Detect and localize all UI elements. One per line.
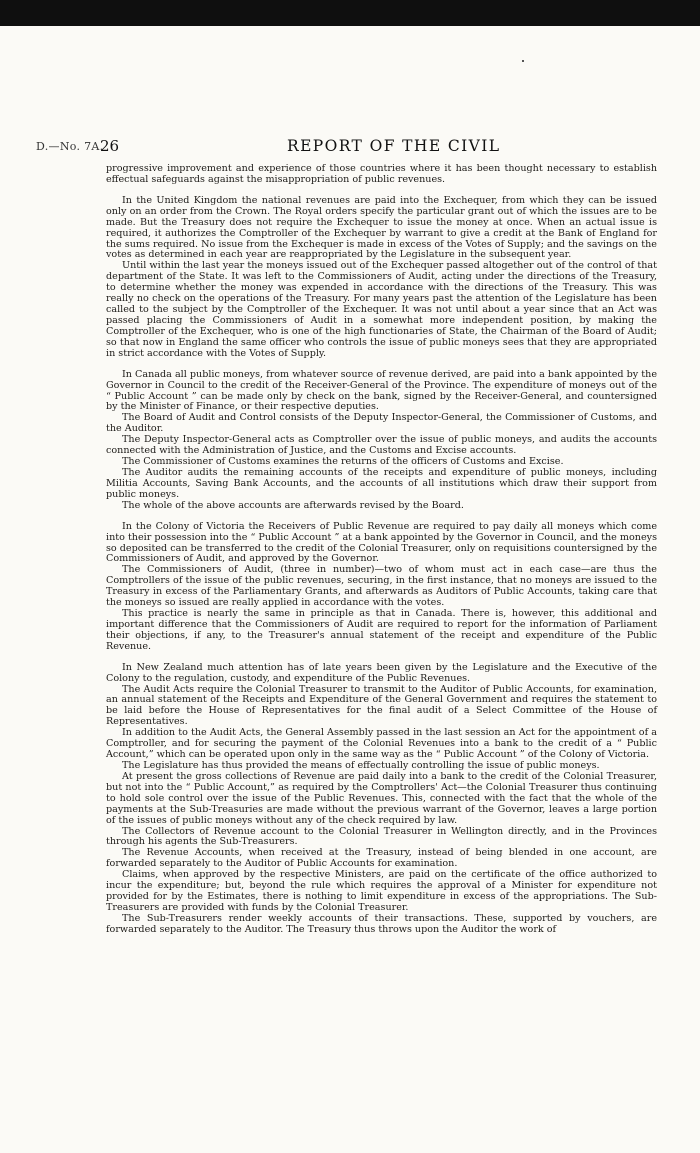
paragraph: In Canada all public moneys, from whatever source of revenue derived, are paid into a bank appointed by the Governor in Council to the credit of the Receiver-General of the Province. The expenditure of moneys out of the “ Public Account ” can be made only by check on the bank, signed by the Receiver-General, and countersigned by the Minister of Finance, or their respective deputies. xyxy=(106,368,657,413)
paragraph: Claims, when approved by the respective Ministers, are paid on the certificate of the office authorized to incur the expenditure; but, beyond the rule which requires the approval of a Minister for expenditure not provided for by the Estimates, there is nothing to limit expenditure in excess of the appropriations. The Sub-Treasurers are provided with funds by the Colonial Treasurer. xyxy=(106,869,657,913)
paragraph: The Commissioners of Audit, (three in number)—two of whom must act in each case—are thus the Comptrollers of the issue of the public revenues, securing, in the first instance, that no moneys are issued to the Treasury in excess of the Parliamentary Grants, and afterwards as Auditors of Public Accounts, taking care that the moneys so issued are really applied in accordance with the votes. xyxy=(106,564,657,609)
document-reference: D.—No. 7A. xyxy=(36,140,104,153)
paragraph: The Revenue Accounts, when received at the Treasury, instead of being blended in one account, are forwarded separately to the Auditor of Public Accounts for examination. xyxy=(106,847,657,870)
paragraph: progressive improvement and experience of those countries where it has been thought necessary to establish effectual safeguards against the misappropriation of public revenues. xyxy=(106,163,657,185)
paragraph: The whole of the above accounts are afterwards revised by the Board. xyxy=(122,499,464,511)
body-text xyxy=(106,164,657,936)
paragraph: In addition to the Audit Acts, the General Assembly passed in the last session an Act for the appointment of a Comptroller, and for securing the payment of the Colonial Revenues into a bank to the credit of a “ Public Account,” which can be operated upon only in the same way as the “ Public Account ” of the Colony of Victoria. xyxy=(106,727,657,761)
paragraph: The Board of Audit and Control consists of the Deputy Inspector-General, the Commissioner of Customs, and the Auditor. xyxy=(106,412,657,435)
paragraph: In the United Kingdom the national revenues are paid into the Exchequer, from which they can be issued only on an order from the Crown. The Royal orders specify the particular grant out of which the issues are to be made. But the Treasury does not require the Exchequer to issue the money at once. When an actual issue is required, it authorizes the Comptroller of the Exchequer by warrant to give a credit at the Bank of England for the sums required. No issue from the Exchequer is made in excess of the Votes of Supply; and the savings on the votes as determined in each year are reappropriated by the Legislature in the subsequent year. xyxy=(106,194,657,261)
paragraph: The Deputy Inspector-General acts as Comptroller over the issue of public moneys, and audits the accounts connected with the Administration of Justice, and the Customs and Excise accounts. xyxy=(106,434,657,457)
paragraph: In New Zealand much attention has of late years been given by the Legislature and the Executive of the Colony to the regulation, custody, and expenditure of the Public Revenues. xyxy=(106,661,657,684)
page-header xyxy=(0,138,700,156)
paragraph: The Commissioner of Customs examines the returns of the officers of Customs and Excise. xyxy=(122,456,564,468)
paragraph: The Auditor audits the remaining accounts of the receipts and expenditure of public moneys, including Militia Accounts, Saving Bank Accounts, and the accounts of all institutions which draw their support from public moneys. xyxy=(106,466,657,500)
paragraph: The Legislature has thus provided the means of effectually controlling the issue of public moneys. xyxy=(122,760,600,772)
paragraph: The Collectors of Revenue account to the Colonial Treasurer in Wellington directly, and in the Provinces through his agents the Sub-Treasurers. xyxy=(106,825,657,848)
scan-speck xyxy=(522,60,524,62)
paragraph: This practice is nearly the same in principle as that in Canada. There is, however, this additional and important difference that the Commissioners of Audit are required to report for the information of Parliament their objections, if any, to the Treasurer's annual statement of the receipt and expenditure of the Public Revenue. xyxy=(106,608,657,652)
running-title: REPORT OF THE CIVIL xyxy=(287,137,501,155)
paragraph: Until within the last year the moneys issued out of the Exchequer passed altogether out of the control of that department of the State. It was left to the Commissioners of Audit, acting under the directions of the Treasury, to determine whether the money was expended in accordance with the directions of the Treasury. This was really no check on the operations of the Treasury. For many years past the attention of the Legislature has been called to the subject by the Comptroller of the Exchequer. It was not until about a year since that an Act was passed placing the Commissioners of Audit in a somewhat more independent position, by making the Comptroller of the Exchequer, who is one of the high functionaries of State, the Chairman of the Board of Audit; so that now in England the same officer who controls the issue of public moneys sees that they are appropriated in strict accordance with the Votes of Supply. xyxy=(106,260,657,359)
paragraph: The Sub-Treasurers render weekly accounts of their transactions. These, supported by vouchers, are forwarded separately to the Auditor. The Treasury thus throws upon the Auditor the work of xyxy=(106,912,657,935)
scan-top-border xyxy=(0,0,700,26)
paragraph: At present the gross collections of Revenue are paid daily into a bank to the credit of the Colonial Treasurer, but not into the “ Public Account,” as required by the Comptrollers' Act—the Colonial Treasurer thus continuing to hold sole control over the issue of the Public Revenues. This, connected with the fact that the whole of the payments at the Sub-Treasuries are made without the previous warrant of the Governor, leaves a large portion of the issues of public moneys without any of the check required by law. xyxy=(106,770,657,826)
page-number: 26 xyxy=(100,137,120,155)
paragraph: The Audit Acts require the Colonial Treasurer to transmit to the Auditor of Public Accounts, for examination, an annual statement of the Receipts and Expenditure of the General Government and requires the statement to be laid before the House of Representatives for the final audit of a Select Committee of the House of Representatives. xyxy=(106,683,657,728)
paragraph: In the Colony of Victoria the Receivers of Public Revenue are required to pay daily all moneys which come into their possession into the “ Public Account ” at a bank appointed by the Governor in Council, and the moneys so deposited can be transferred to the credit of the Colonial Treasurer, only on requisitions countersigned by the Commissioners of Audit, and approved by the Governor. xyxy=(106,520,657,565)
